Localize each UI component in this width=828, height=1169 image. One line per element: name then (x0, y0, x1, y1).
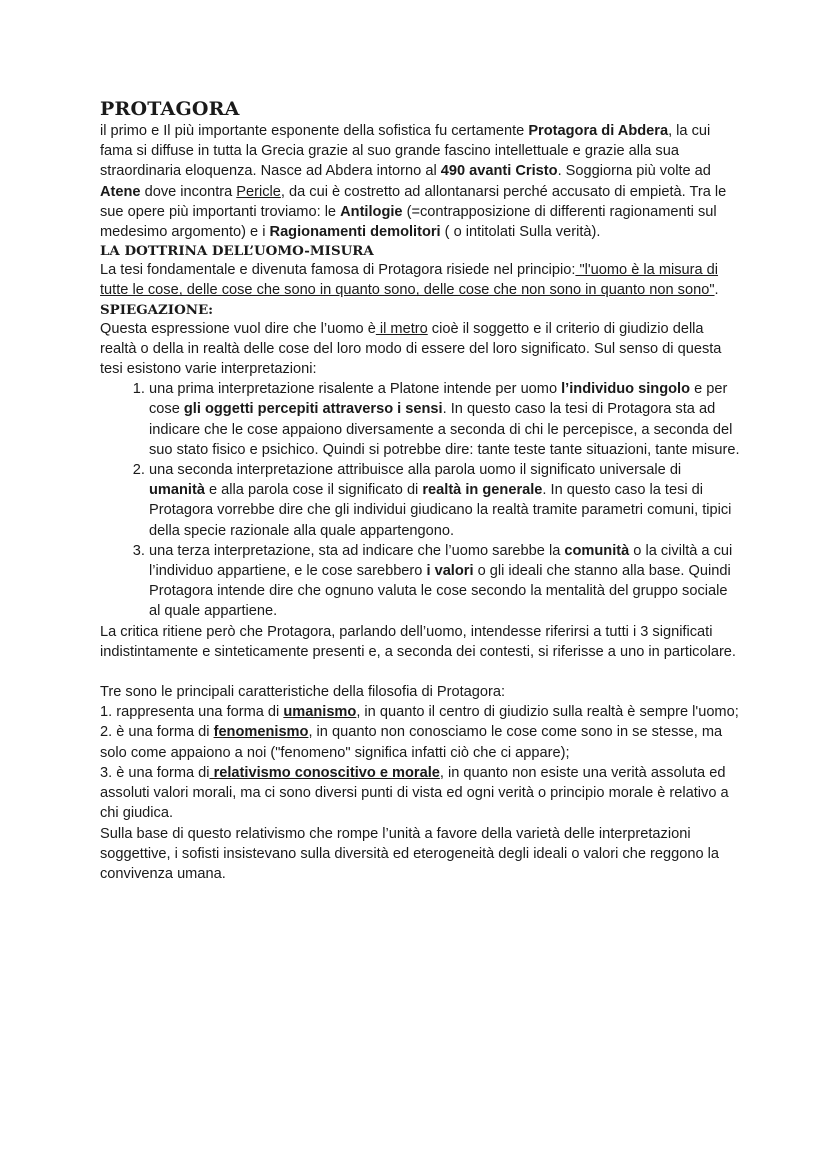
bold-underlined-text: fenomenismo (213, 724, 309, 741)
bold-text: Ragionamenti demolitori (269, 224, 441, 241)
bold-text: i valori (426, 563, 474, 580)
underlined-link[interactable]: Pericle (236, 183, 281, 200)
document-title: PROTAGORA (100, 98, 240, 120)
bold-text: Antilogie (340, 203, 403, 220)
bold-text: l’individuo singolo (561, 381, 691, 398)
blank-line (100, 662, 740, 682)
text-run: dove incontra (140, 183, 237, 200)
text-run: . In questo caso la tesi di Protagora sta ad indicare che le cose appaiono diversamente a seconda di chi le percepisce, a seconda del suo stato fisico e psichico. Quindi si potrebbe dire: tante teste tante situazioni, tante misure. (149, 401, 740, 458)
text-run: , la cui fama si diffuse in tutta la Grecia grazie al suo grande fascino intellettuale e grazie alla sua straordinaria eloquenza. Nasce ad Abdera intorno al (100, 123, 711, 180)
text-run: (=contrapposizione di differenti ragionamenti sul medesimo argomento) e i (100, 203, 717, 241)
list-item (149, 379, 740, 460)
bold-underlined-text: relativismo conoscitivo e morale (209, 764, 440, 781)
text-run: una prima interpretazione risalente a Platone intende per uomo (149, 381, 562, 398)
text-run: 2. è una forma di (100, 724, 214, 741)
text-run: cioè il soggetto e il criterio di giudizio della realtà o della in realtà delle cose del loro modo di essere del loro significato. Sul senso di questa tesi esistono varie interpretazioni: (100, 320, 722, 378)
document-page (100, 98, 740, 884)
list-item (149, 460, 740, 541)
text-run: e alla parola cose il significato di (204, 482, 423, 499)
text-run: o gli ideali che stanno alla base. Quindi Protagora intende dire che ognuno valuta le cose secondo la mentalità del gruppo sociale al quale appartiene. (149, 563, 731, 620)
critica-paragraph: La critica ritiene però che Protagora, parlando dell’uomo, intendesse riferirsi a tutti i 3 significati indistintamente e sinteticamente presenti e, a seconda dei contesti, si riferisse a uno in particolare. (100, 623, 736, 660)
text-run: , in quanto non conosciamo le cose come sono in se stesse, ma solo come appaiono a noi ("fenomeno" significa infatti ciò che ci appare); (100, 724, 723, 761)
text-run: Questa espressione vuol dire che l’uomo è (100, 320, 376, 337)
text-run: ( o intitolati Sulla verità). (440, 224, 601, 241)
caratteristica-fenomenismo (100, 722, 740, 762)
text-run: , da cui è costretto ad allontanarsi perché accusato di empietà. Tra le sue opere più importanti troviamo: le (100, 183, 727, 220)
section-heading-dottrina: LA DOTTRINA DELL’UOMO-MISURA (100, 243, 374, 260)
text-run: il primo e Il più importante esponente della sofistica fu certamente (100, 123, 529, 139)
text-run: 1. rappresenta una forma di (100, 704, 284, 721)
underlined-quote: "l'uomo è la misura di tutte le cose, delle cose che sono in quanto sono, delle cose che non sono in quanto non sono" (100, 262, 719, 299)
section-heading-spiegazione: SPIEGAZIONE: (100, 301, 214, 318)
underlined-text: il metro (375, 320, 428, 337)
bold-text: 490 avanti Cristo (440, 163, 558, 180)
text-run: una terza interpretazione, sta ad indicare che l’uomo sarebbe la (149, 542, 565, 559)
bold-text: umanità (149, 482, 205, 499)
text-run: . (714, 282, 719, 299)
intro-paragraph (100, 121, 740, 242)
text-run: , in quanto il centro di giudizio sulla realtà è sempre l'uomo; (356, 704, 739, 721)
caratteristica-relativismo (100, 763, 740, 824)
bold-text: Atene (100, 183, 141, 200)
bold-text: comunità (564, 542, 630, 559)
caratteristica-umanismo (100, 702, 740, 722)
conclusione-paragraph: Sulla base di questo relativismo che rompe l’unità a favore della varietà delle interpretazioni soggettive, i sofisti insistevano sulla diversità ed eterogeneità degli ideali o valori che reggono la convivenza umana. (100, 825, 719, 882)
spiegazione-paragraph (100, 319, 740, 380)
bold-text: gli oggetti percepiti attraverso i sensi (183, 401, 443, 418)
bold-underlined-text: umanismo (283, 704, 357, 721)
caratteristiche-intro: Tre sono le principali caratteristiche della filosofia di Protagora: (100, 684, 506, 701)
text-run: e per cose (149, 381, 728, 418)
dottrina-paragraph (100, 260, 740, 300)
text-run: . In questo caso la tesi di Protagora vorrebbe dire che gli individui giudicano la realtà tramite parametri comuni, tipici della specie razionale alla quale appartengono. (149, 482, 732, 539)
list-item (149, 541, 740, 622)
text-run: La tesi fondamentale e divenuta famosa di Protagora risiede nel principio: (100, 262, 576, 279)
bold-text: realtà in generale (422, 482, 543, 499)
text-run: o la civiltà a cui l’individuo appartiene, e le cose sarebbero (149, 542, 733, 580)
text-run: . Soggiorna più volte ad (557, 163, 711, 180)
text-run: una seconda interpretazione attribuisce alla parola uomo il significato universale di (149, 462, 682, 479)
text-run: , in quanto non esiste una verità assoluta ed assoluti valori morali, ma ci sono diversi punti di vista ed ogni verità o principio morale è relativo a chi giudica. (100, 764, 729, 822)
bold-text: Protagora di Abdera (528, 123, 669, 139)
text-run: 3. è una forma di (100, 764, 210, 781)
interpretations-list (100, 379, 740, 621)
